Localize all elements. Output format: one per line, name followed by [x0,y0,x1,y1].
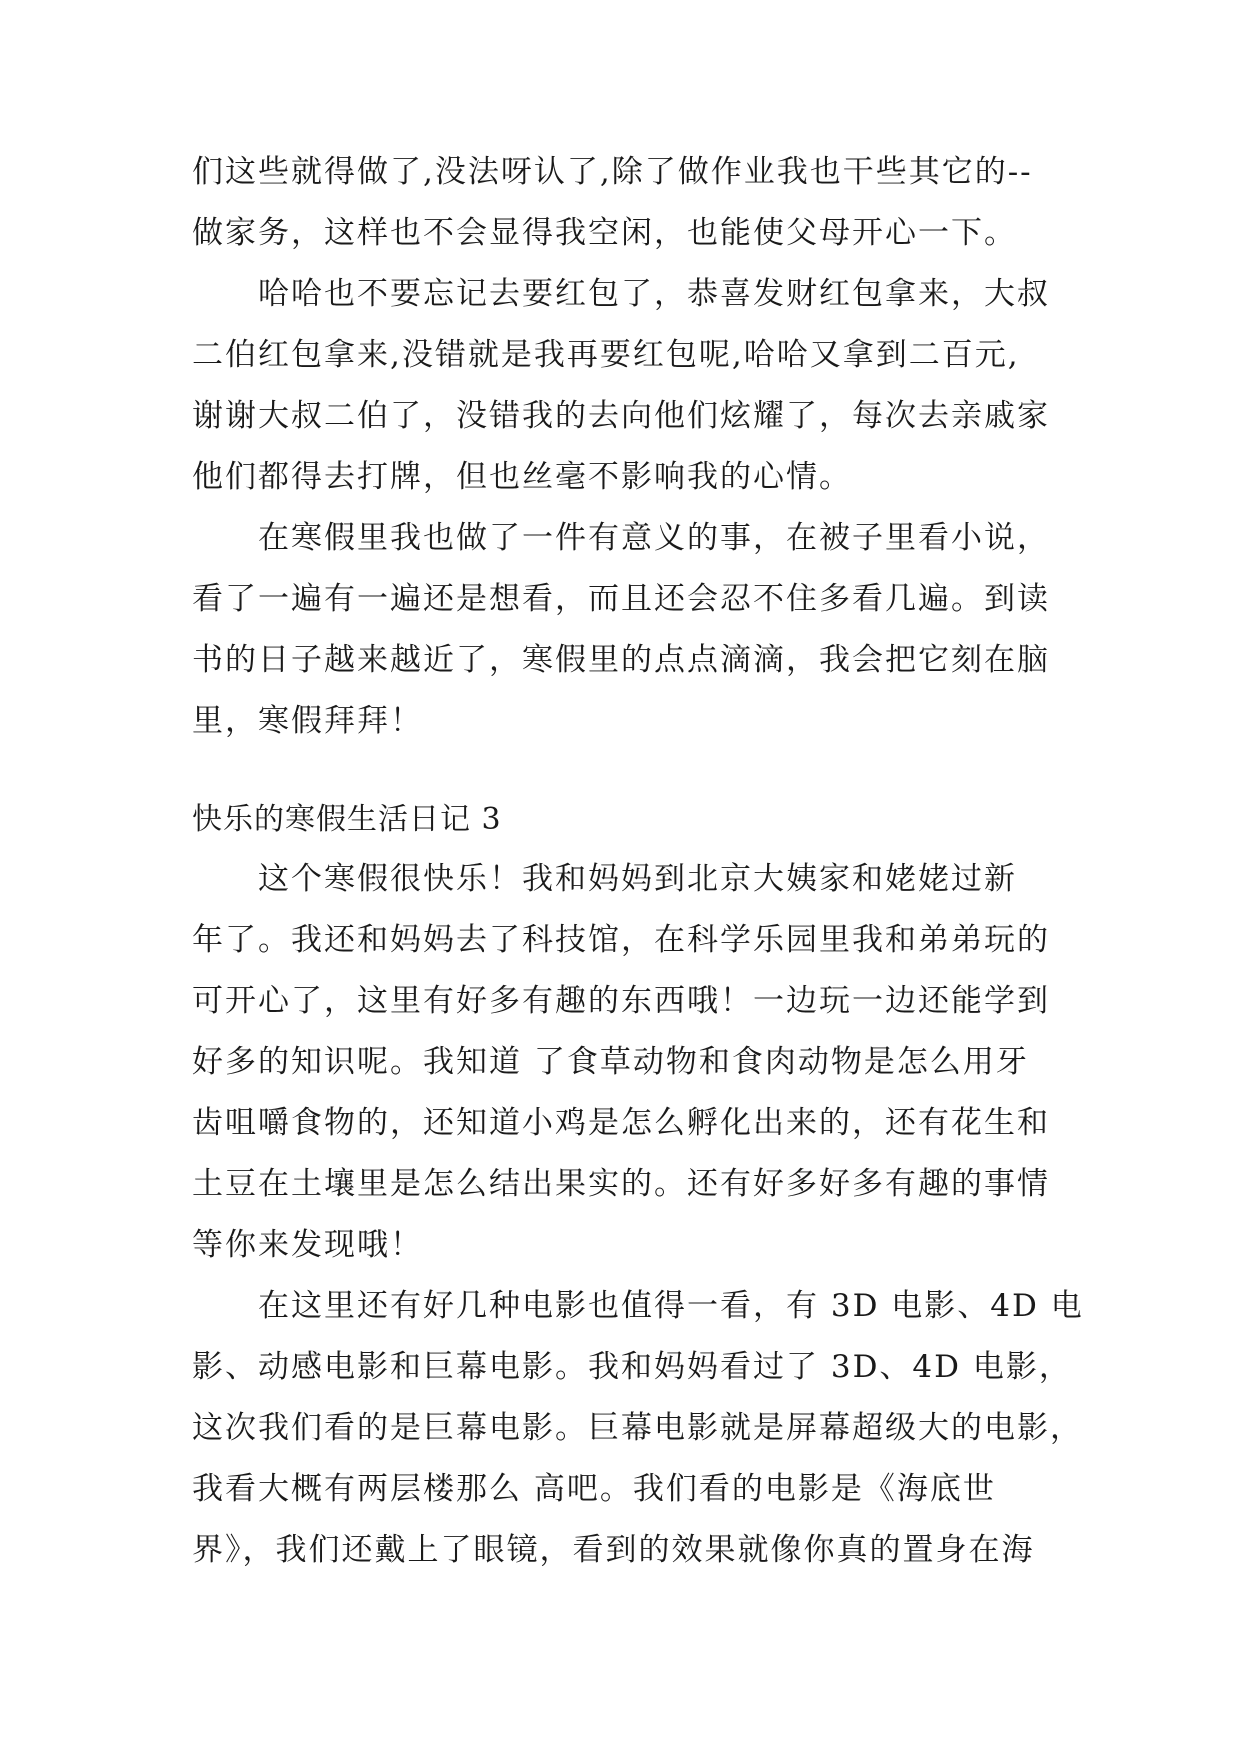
text-line: 齿咀嚼食物的，还知道小鸡是怎么孵化出来的，还有花生和 [192,1105,1050,1141]
text-line: 里，寒假拜拜！ [192,703,423,739]
text-line: 这次我们看的是巨幕电影。巨幕电影就是屏幕超级大的电影， [192,1410,1083,1446]
text-line: 二伯红包拿来,没错就是我再要红包呢,哈哈又拿到二百元, [192,337,1020,373]
paragraph-first-line: 在寒假里我也做了一件有意义的事，在被子里看小说， [258,520,1050,556]
paragraph-first-line: 哈哈也不要忘记去要红包了，恭喜发财红包拿来，大叔 [258,276,1050,312]
section-heading: 快乐的寒假生活日记 3 [192,802,502,837]
text-line: 好多的知识呢。我知道 了食草动物和食肉动物是怎么用牙 [192,1044,1029,1080]
text-line: 我看大概有两层楼那么 高吧。我们看的电影是《海底世 [192,1471,996,1507]
text-line: 看了一遍有一遍还是想看，而且还会忍不住多看几遍。到读 [192,581,1050,617]
text-line: 们这些就得做了,没法呀认了,除了做作业我也干些其它的-- [192,154,1033,190]
paragraph-first-line: 这个寒假很快乐！我和妈妈到北京大姨家和姥姥过新 [258,861,1017,897]
text-line: 做家务，这样也不会显得我空闲，也能使父母开心一下。 [192,215,1017,251]
text-line: 谢谢大叔二伯了，没错我的去向他们炫耀了，每次去亲戚家 [192,398,1050,434]
paragraph-first-line: 在这里还有好几种电影也值得一看，有 3D 电影、4D 电 [258,1288,1084,1324]
text-line: 年了。我还和妈妈去了科技馆，在科学乐园里我和弟弟玩的 [192,922,1050,958]
text-line: 界》，我们还戴上了眼镜，看到的效果就像你真的置身在海 [192,1532,1035,1568]
text-line: 书的日子越来越近了，寒假里的点点滴滴，我会把它刻在脑 [192,642,1050,678]
text-line: 土豆在土壤里是怎么结出果实的。还有好多好多有趣的事情 [192,1166,1050,1202]
text-line: 他们都得去打牌，但也丝毫不影响我的心情。 [192,459,852,495]
text-line: 可开心了，这里有好多有趣的东西哦！一边玩一边还能学到 [192,983,1050,1019]
text-line: 影、动感电影和巨幕电影。我和妈妈看过了 3D、4D 电影， [192,1349,1072,1385]
text-line: 等你来发现哦！ [192,1227,423,1263]
